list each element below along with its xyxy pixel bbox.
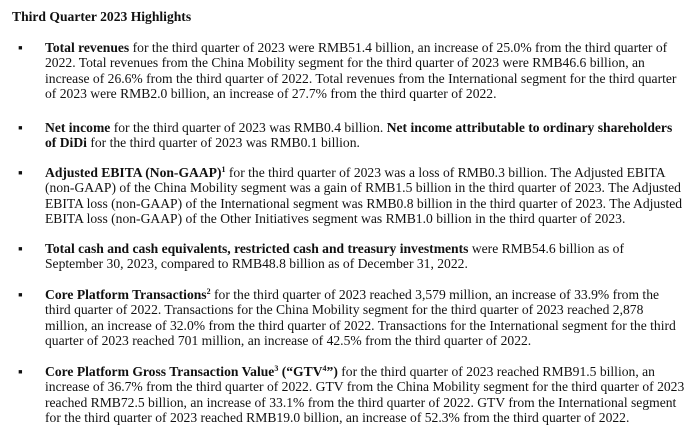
highlight-lead-abbrev: (“GTV: [278, 364, 323, 379]
bullet-icon: ▪: [18, 241, 23, 256]
highlight-lead: [45, 287, 211, 302]
highlight-text-secondary: for the third quarter of 2023 was RMB0.1 billion.: [86, 135, 360, 151]
highlight-text: for the third quarter of 2023 was RMB0.4 billion.: [110, 120, 387, 135]
highlight-lead: Net income: [45, 120, 111, 135]
highlight-lead-text: Core Platform Transactions: [45, 287, 207, 302]
highlight-lead-close: ”): [326, 364, 338, 379]
highlight-lead: Total cash and cash equivalents, restricted cash and treasury investments: [45, 241, 469, 256]
highlight-lead: Total revenues: [45, 40, 130, 55]
highlight-text: for the third quarter of 2023 reached RMB91.5 billion, an increase of 36.7% from the third quarter of 2022. GTV from the China Mobility segment for the third quarter of 2023 reached RMB72.5 billion, an increase of 33.1% from the third quarter of 2022. GTV from the International segment for the third quarter of 2023 reached RMB19.0 billion, an increase of 52.3% from the third quarter of 2022.: [45, 364, 685, 426]
highlight-total-revenues: [45, 40, 685, 102]
bullet-icon: ▪: [18, 40, 23, 55]
highlight-lead-text: Adjusted EBITA (Non-GAAP): [45, 165, 222, 180]
bullet-icon: ▪: [18, 287, 23, 302]
section-heading: Third Quarter 2023 Highlights: [12, 9, 192, 24]
highlight-lead-text: Core Platform Gross Transaction Value: [45, 364, 275, 379]
highlight-total-cash: [45, 241, 685, 272]
bullet-icon: ▪: [18, 120, 23, 135]
highlight-text: for the third quarter of 2023 was a loss of RMB0.3 billion. The Adjusted EBITA (non-GAAP) of the China Mobility segment was a gain of RMB1.5 billion in the third quarter of 2023. The Adjusted EBITA loss (non-GAAP) of the International segment was RMB0.8 billion in the third quarter of 2023. The Adjusted EBITA loss (non-GAAP) of the Other Initiatives segment was RMB1.0 billion in the third quarter of 2023.: [45, 165, 683, 227]
highlight-core-platform-gtv: [45, 364, 685, 426]
bullet-icon: ▪: [18, 165, 23, 180]
highlight-adjusted-ebita: [45, 165, 685, 227]
footnote-marker: 4: [322, 364, 327, 373]
bullet-icon: ▪: [18, 364, 23, 379]
footnote-marker: 2: [206, 287, 211, 296]
highlight-lead-secondary: Net income attributable to ordinary shareholders of DiDi: [45, 120, 673, 151]
footnote-marker: 1: [221, 165, 226, 174]
highlight-text: for the third quarter of 2023 were RMB51.4 billion, an increase of 25.0% from the third quarter of 2022. Total revenues from the China Mobility segment for the third quarter of 2023 were RMB46.6 billion, an increase of 26.6% from the third quarter of 2022. Total revenues from the International segment for the third quarter of 2023 were RMB2.0 billion, an increase of 27.7% from the third quarter of 2022.: [45, 40, 677, 102]
highlight-lead: [45, 364, 338, 379]
highlight-net-income: [45, 120, 685, 151]
highlight-text: for the third quarter of 2023 reached 3,579 million, an increase of 33.9% from the third quarter of 2022. Transactions for the China Mobility segment for the third quarter of 2023 reached 2,878 million, an increase of 32.0% from the third quarter of 2022. Transactions for the International segment for the third quarter of 2023 reached 701 million, an increase of 42.5% from the third quarter of 2022.: [45, 287, 676, 349]
highlight-core-platform-transactions: [45, 287, 685, 349]
highlight-text: were RMB54.6 billion as of September 30, 2023, compared to RMB48.8 billion as of December 31, 2022.: [45, 241, 624, 272]
footnote-marker: 3: [274, 364, 279, 373]
highlight-lead: [45, 165, 226, 180]
